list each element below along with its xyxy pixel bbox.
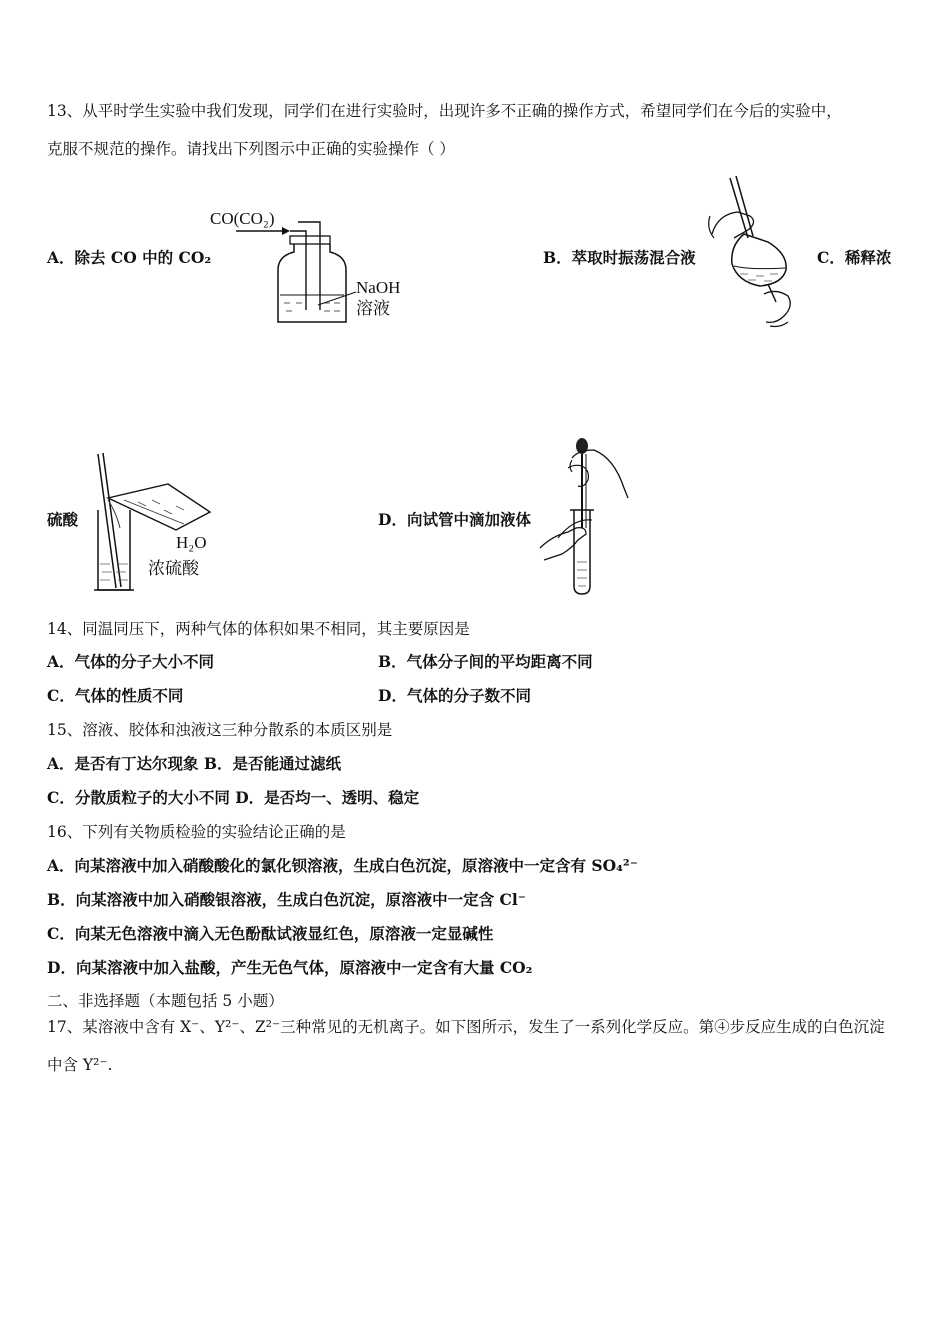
q14-stem: 14、同温同压下，两种气体的体积如果不相同，其主要原因是 bbox=[47, 620, 470, 638]
gas-washing-bottle-figure bbox=[206, 200, 426, 330]
q13-option-c-continued: 硫酸 bbox=[47, 510, 79, 529]
q15-stem: 15、溶液、胶体和浊液这三种分散系的本质区别是 bbox=[47, 721, 393, 739]
q15-options-cd: C．分散质粒子的大小不同 D．是否均一、透明、稳定 bbox=[47, 788, 420, 807]
q13-option-a: A．除去 CO 中的 CO₂ bbox=[47, 248, 212, 267]
dilution-figure bbox=[90, 450, 240, 596]
q13-option-b: B．萃取时振荡混合液 bbox=[543, 248, 696, 267]
figure-c-water-label: H₂O bbox=[176, 533, 207, 552]
q16-option-d: D．向某溶液中加入盐酸，产生无色气体，原溶液中一定含有大量 CO₂ bbox=[47, 958, 533, 977]
q16-option-a: A．向某溶液中加入硝酸酸化的氯化钡溶液，生成白色沉淀，原溶液中一定含有 SO₄²⁻ bbox=[47, 856, 638, 875]
figure-a-reagent-label-2: 溶液 bbox=[356, 299, 390, 318]
figure-c-acid-label: 浓硫酸 bbox=[148, 559, 199, 579]
figure-a-reagent-label: NaOH bbox=[356, 278, 401, 297]
q16-option-c: C．向某无色溶液中滴入无色酚酞试液显红色，原溶液一定显碱性 bbox=[47, 924, 494, 943]
q13-option-c: C．稀释浓 bbox=[817, 248, 892, 267]
section-2-title: 二、非选择题（本题包括 5 小题） bbox=[47, 992, 284, 1010]
q15-options-ab: A．是否有丁达尔现象 B．是否能通过滤纸 bbox=[47, 754, 342, 773]
separatory-funnel-figure bbox=[704, 176, 800, 328]
q14-option-b: B．气体分子间的平均距离不同 bbox=[378, 652, 593, 671]
q14-option-c: C．气体的性质不同 bbox=[47, 686, 184, 705]
dropper-test-tube-figure bbox=[538, 436, 634, 598]
figure-a-gas-label: CO(CO₂) bbox=[210, 209, 275, 228]
q14-option-d: D．气体的分子数不同 bbox=[378, 686, 531, 705]
q13-option-d: D．向试管中滴加液体 bbox=[378, 510, 531, 529]
q13-stem-line2: 克服不规范的操作。请找出下列图示中正确的实验操作（ ） bbox=[47, 140, 455, 158]
q17-line2: 中含 Y²⁻. bbox=[47, 1056, 113, 1074]
q14-option-a: A．气体的分子大小不同 bbox=[47, 652, 215, 671]
q16-option-b: B．向某溶液中加入硝酸银溶液，生成白色沉淀，原溶液中一定含 Cl⁻ bbox=[47, 890, 526, 909]
q17-line1: 17、某溶液中含有 X⁻、Y²⁻、Z²⁻三种常见的无机离子。如下图所示，发生了一系列化学反应。第④步反应生成的白色沉淀 bbox=[47, 1018, 885, 1036]
q16-stem: 16、下列有关物质检验的实验结论正确的是 bbox=[47, 823, 346, 841]
q13-stem-line1: 13、从平时学生实验中我们发现，同学们在进行实验时，出现许多不正确的操作方式，希望同学们在今后的实验中， bbox=[47, 102, 842, 120]
